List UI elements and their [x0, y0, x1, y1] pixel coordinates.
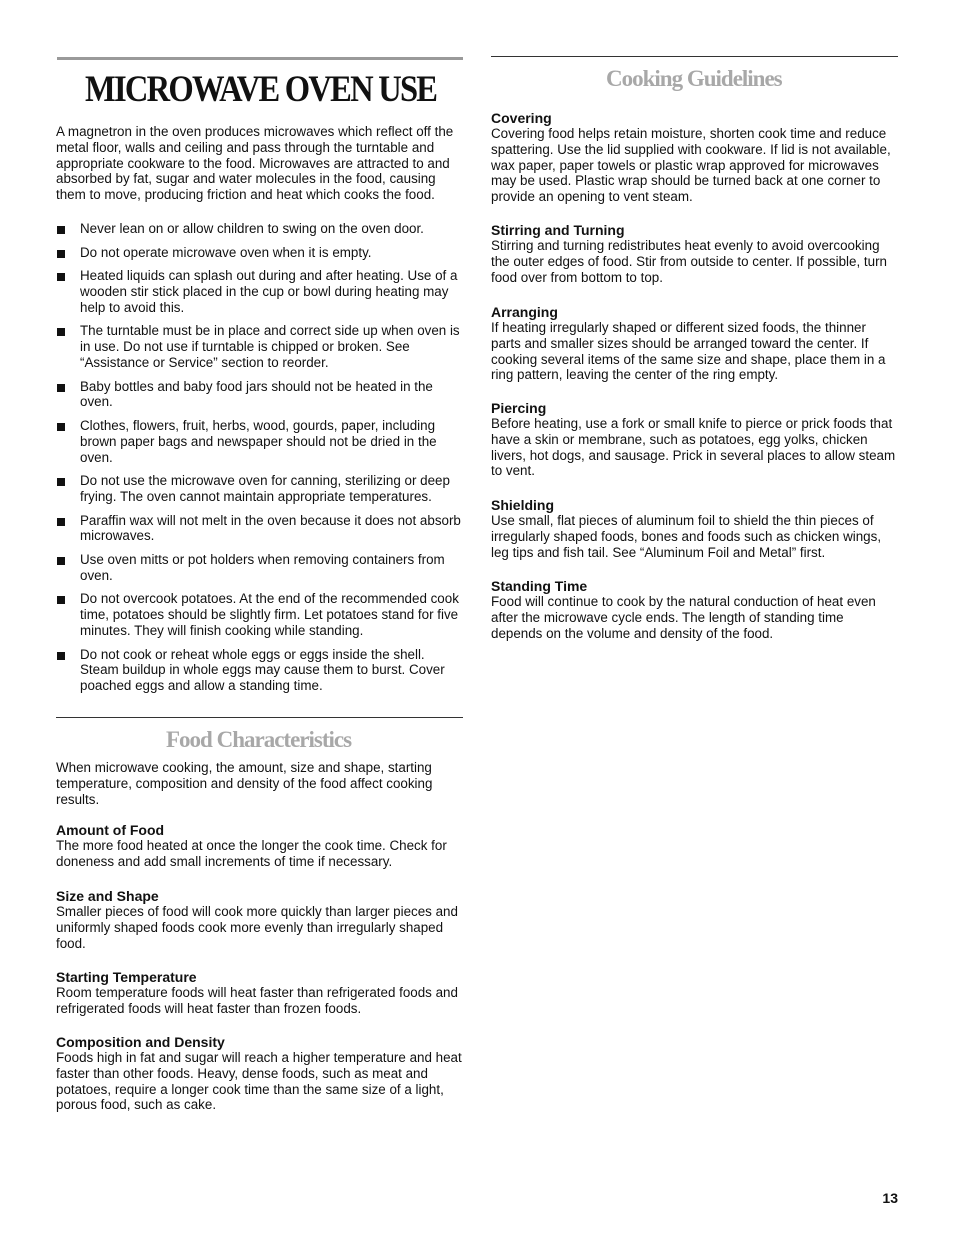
- food-item-text: Smaller pieces of food will cook more quickly than larger pieces and uniformly shaped foods cook more evenly than irregularly shaped food.: [56, 904, 458, 951]
- bullet-item: Do not overcook potatoes. At the end of the recommended cook time, potatoes should be slightly firm. Let potatoes stand for five minutes. They will finish cooking while standing.: [56, 591, 463, 638]
- guidelines-section-title: Cooking Guidelines: [606, 66, 782, 91]
- guideline-heading: Covering: [491, 110, 552, 126]
- guideline-text: If heating irregularly shaped or different sized foods, the thinner parts and smaller sizes should be arranged toward the center. If cooking several items of the same size and shape, place them in a ring pattern, leaving the center of the ring empty.: [491, 320, 886, 383]
- bullet-item: Baby bottles and baby food jars should not be heated in the oven.: [56, 379, 463, 411]
- guideline-text: Food will continue to cook by the natural conduction of heat even after the microwave cycle ends. The length of standing time depends on the volume and density of the food.: [491, 594, 876, 641]
- bullet-item: Do not operate microwave oven when it is empty.: [56, 245, 463, 261]
- bullet-square-icon: [57, 328, 65, 336]
- food-item-text: Foods high in fat and sugar will reach a higher temperature and heat faster than other foods. Heavy, dense foods, such as meat and potatoes, require a longer cook time than the same size of a light, porous food, such as cake.: [56, 1050, 462, 1113]
- bullet-item: Use oven mitts or pot holders when removing containers from oven.: [56, 552, 463, 584]
- food-item-composition: [56, 1034, 463, 1113]
- food-item-heading: Starting Temperature: [56, 969, 197, 985]
- guideline-piercing: [491, 400, 898, 479]
- guideline-heading: Shielding: [491, 497, 554, 513]
- bullet-square-icon: [57, 273, 65, 281]
- page-title: MICROWAVE OVEN USE: [85, 69, 437, 110]
- guideline-stirring: [491, 222, 898, 285]
- food-rule: [56, 717, 463, 718]
- bullet-item: Heated liquids can splash out during and after heating. Use of a wooden stir stick placed in the cup or bowl during heating may help to avoid this.: [56, 268, 463, 315]
- guidelines-rule: [491, 56, 898, 57]
- guideline-covering: [491, 110, 898, 205]
- guideline-shielding: [491, 497, 898, 560]
- guideline-heading: Standing Time: [491, 578, 588, 594]
- bullet-square-icon: [57, 518, 65, 526]
- guideline-standing-time: [491, 578, 898, 641]
- bullet-square-icon: [57, 557, 65, 565]
- food-item-text: Room temperature foods will heat faster than refrigerated foods and refrigerated foods will heat faster than frozen foods.: [56, 985, 458, 1016]
- guideline-heading: Arranging: [491, 304, 558, 320]
- bullet-item: Do not use the microwave oven for canning, sterilizing or deep frying. The oven cannot maintain appropriate temperatures.: [56, 473, 463, 505]
- bullet-square-icon: [57, 652, 65, 660]
- bullet-item: The turntable must be in place and correct side up when oven is in use. Do not use if turntable is chipped or broken. See “Assistance or Service” section to reorder.: [56, 323, 463, 370]
- bullet-square-icon: [57, 250, 65, 258]
- food-item-text: The more food heated at once the longer the cook time. Check for doneness and add small increments of time if necessary.: [56, 838, 447, 869]
- food-item-heading: Composition and Density: [56, 1034, 225, 1050]
- bullet-item: Do not cook or reheat whole eggs or eggs inside the shell. Steam buildup in whole eggs may cause them to burst. Cover poached eggs and allow a standing time.: [56, 647, 463, 694]
- food-item-size: [56, 888, 463, 951]
- guideline-text: Covering food helps retain moisture, shorten cook time and reduce spattering. Use the lid supplied with cookware. If lid is not available, wax paper, paper towels or plastic wrap approved for microwaves may be used. Plastic wrap should be turned back at one corner to provide an opening to vent steam.: [491, 126, 891, 205]
- guideline-heading: Piercing: [491, 400, 547, 416]
- guideline-arranging: [491, 304, 898, 383]
- guideline-text: Before heating, use a fork or small knife to pierce or prick foods that have a skin or membrane, such as potatoes, egg yolks, chicken livers, hot dogs, and sausage. Prick in several places to allow steam to vent.: [491, 416, 896, 479]
- food-item-heading: Amount of Food: [56, 822, 165, 838]
- bullet-item: Never lean on or allow children to swing on the oven door.: [56, 221, 463, 237]
- safety-bullet-list: [56, 221, 463, 702]
- bullet-item: Clothes, flowers, fruit, herbs, wood, gourds, paper, including brown paper bags and newspaper should not be dried in the oven.: [56, 418, 463, 465]
- food-item-heading: Size and Shape: [56, 888, 159, 904]
- bullet-item: Paraffin wax will not melt in the oven because it does not absorb microwaves.: [56, 513, 463, 545]
- food-intro: When microwave cooking, the amount, size and shape, starting temperature, composition and density of the food affect cooking results.: [56, 760, 433, 807]
- food-item-temperature: [56, 969, 463, 1017]
- bullet-square-icon: [57, 423, 65, 431]
- guideline-text: Stirring and turning redistributes heat evenly to avoid overcooking the outer edges of food. Stir from outside to center. If possible, turn food over from bottom to top.: [491, 238, 887, 285]
- bullet-square-icon: [57, 226, 65, 234]
- bullet-square-icon: [57, 384, 65, 392]
- intro-paragraph: A magnetron in the oven produces microwaves which reflect off the metal floor, walls and ceiling and pass through the turntable and appropriate cookware to the food. Microwaves are attracted to and absorbed by fat, sugar and water molecules in the food, causing them to move, producing friction and heat which cooks the food.: [56, 124, 454, 203]
- guideline-text: Use small, flat pieces of aluminum foil to shield the thin pieces of irregularly shaped foods, bones and foods such as chicken wings, leg tips and fish tail. See “Aluminum Foil and Metal” first.: [491, 513, 882, 560]
- bullet-square-icon: [57, 478, 65, 486]
- title-rule: [57, 57, 463, 60]
- food-section-title: Food Characteristics: [166, 727, 352, 752]
- guideline-heading: Stirring and Turning: [491, 222, 625, 238]
- food-item-amount: [56, 822, 463, 870]
- page-number: 13: [882, 1190, 898, 1206]
- bullet-square-icon: [57, 596, 65, 604]
